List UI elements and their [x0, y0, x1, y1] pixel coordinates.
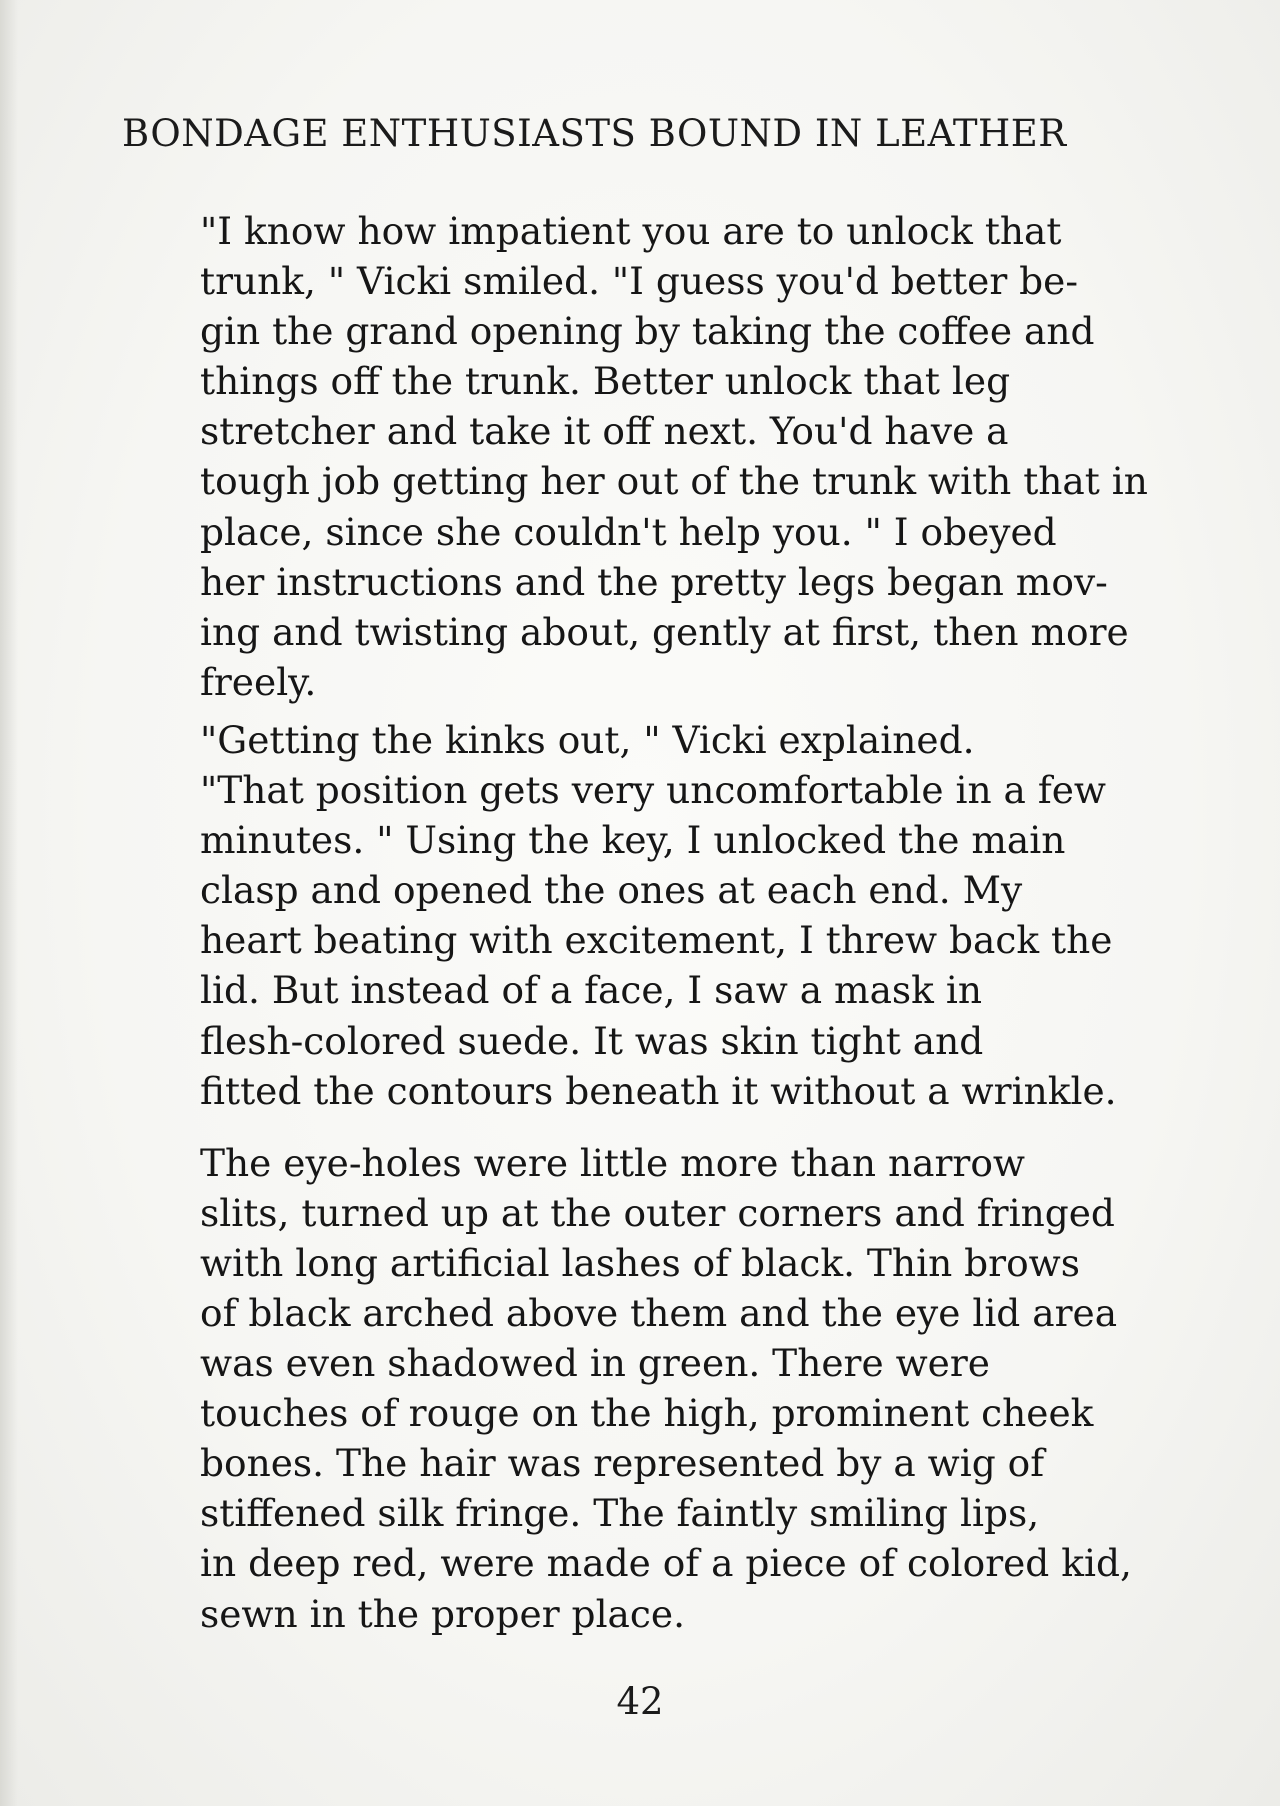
text-line: ing and twisting about, gently at first, then more — [200, 609, 1129, 654]
text-line: clasp and opened the ones at each end. My — [200, 868, 1023, 913]
text-line: trunk, " Vicki smiled. "I guess you'd better be- — [200, 259, 1079, 304]
text-line: minutes. " Using the key, I unlocked the main — [200, 818, 1066, 863]
text-line: slits, turned up at the outer corners and fringed — [200, 1190, 1115, 1235]
text-line: fitted the contours beneath it without a wrinkle. — [200, 1068, 1117, 1113]
page-number: 42 — [616, 1680, 664, 1723]
text-line: heart beating with excitement, I threw back the — [200, 918, 1113, 963]
text-line: gin the grand opening by taking the coffee and — [200, 309, 1095, 354]
text-line: touches of rouge on the high, prominent cheek — [200, 1391, 1094, 1436]
text-line: stretcher and take it off next. You'd have a — [200, 409, 1009, 454]
text-line: of black arched above them and the eye lid area — [200, 1290, 1118, 1335]
text-line: The eye-holes were little more than narrow — [200, 1140, 1026, 1185]
text-line: place, since she couldn't help you. " I obeyed — [200, 509, 1057, 554]
text-line: with long artificial lashes of black. Thin brows — [200, 1240, 1080, 1285]
running-head: BONDAGE ENTHUSIASTS BOUND IN LEATHER — [122, 112, 1067, 155]
paragraph-2 — [118, 715, 1208, 1116]
text-line: lid. But instead of a face, I saw a mask in — [200, 968, 982, 1013]
text-line: tough job getting her out of the trunk with that in — [200, 459, 1148, 504]
text-line: flesh-colored suede. It was skin tight and — [200, 1018, 984, 1063]
text-line: was even shadowed in green. There were — [200, 1341, 990, 1386]
text-line: in deep red, were made of a piece of colored kid, — [200, 1541, 1132, 1586]
text-line: bones. The hair was represented by a wig of — [200, 1441, 1045, 1486]
text-line: her instructions and the pretty legs began mov- — [200, 559, 1108, 604]
text-line: freely. — [200, 659, 317, 704]
paragraph-1 — [118, 206, 1208, 707]
text-line: "That position gets very uncomfortable in a few — [200, 768, 1107, 813]
text-line: "I know how impatient you are to unlock that — [200, 209, 1062, 253]
text-line: "Getting the kinks out, " Vicki explained. — [200, 717, 975, 762]
body-text — [118, 206, 1208, 1639]
text-line: sewn in the proper place. — [200, 1591, 686, 1636]
text-line: things off the trunk. Better unlock that leg — [200, 359, 1011, 404]
paragraph-3 — [118, 1138, 1208, 1639]
text-line: stiffened silk fringe. The faintly smiling lips, — [200, 1491, 1040, 1536]
